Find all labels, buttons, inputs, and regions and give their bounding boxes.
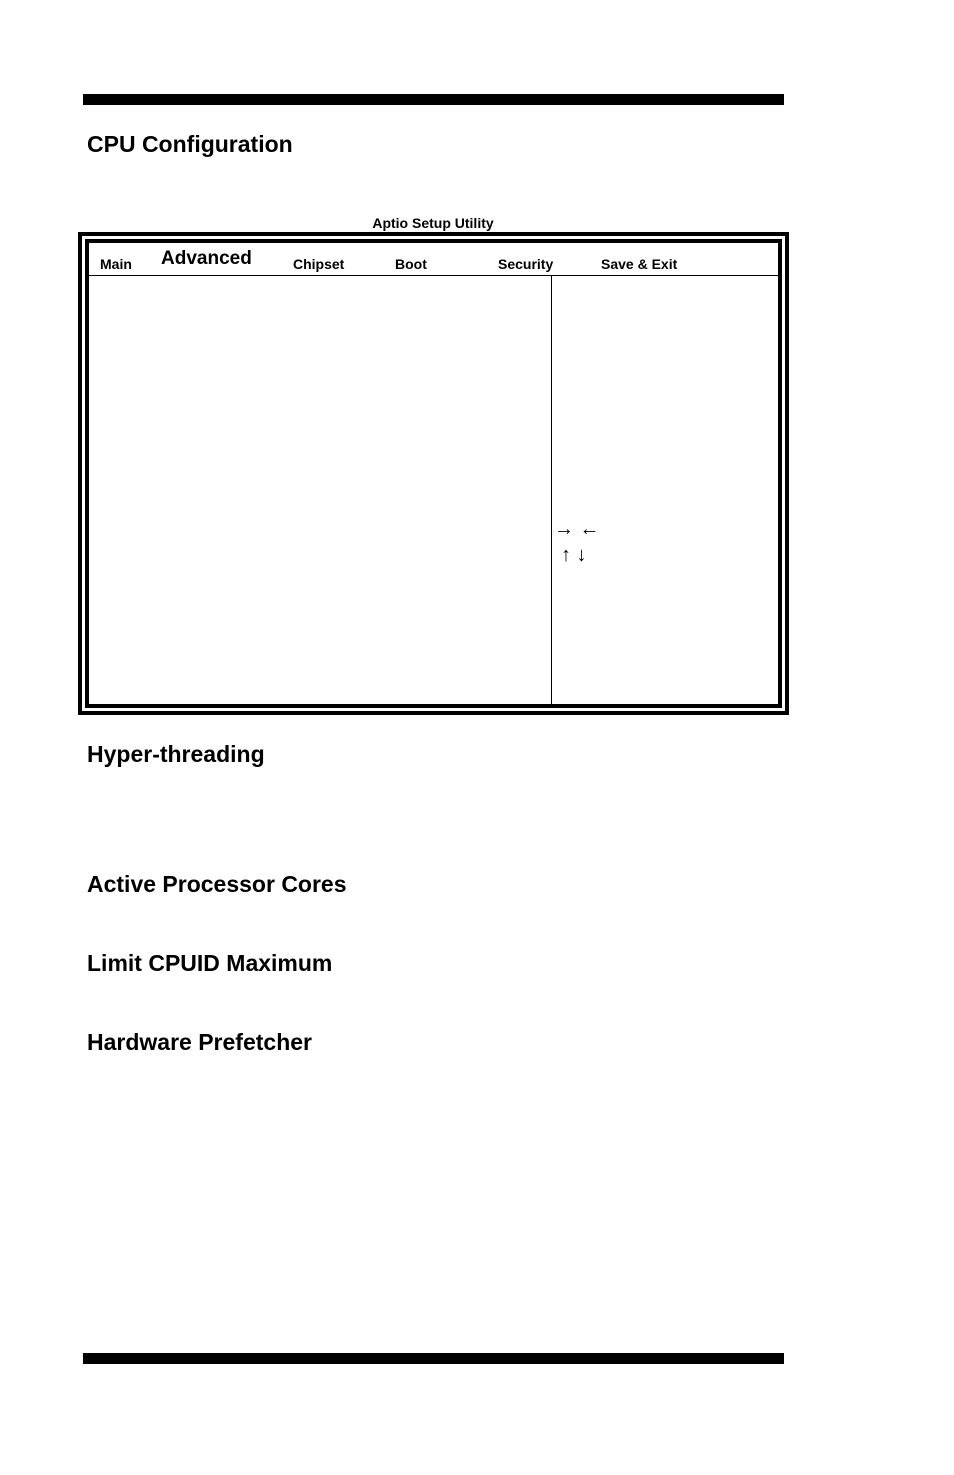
bottom-rule xyxy=(83,1353,784,1364)
tab-chipset[interactable]: Chipset xyxy=(293,256,345,272)
top-rule xyxy=(83,94,784,105)
tab-boot[interactable]: Boot xyxy=(395,256,427,272)
help-panel-divider xyxy=(551,276,552,704)
bios-caption: Aptio Setup Utility xyxy=(372,215,494,231)
tab-main[interactable]: Main xyxy=(100,256,132,272)
bios-menubar xyxy=(89,243,778,276)
section-hyper-threading: Hyper-threading xyxy=(87,741,265,767)
bios-inner-frame xyxy=(85,239,782,708)
section-active-processor-cores: Active Processor Cores xyxy=(87,871,347,897)
tab-security[interactable]: Security xyxy=(498,256,554,272)
bios-screen xyxy=(78,232,789,715)
tab-save-exit[interactable]: Save & Exit xyxy=(601,256,678,272)
up-down-arrows-icon: ↑ ↓ xyxy=(561,544,587,566)
section-hardware-prefetcher: Hardware Prefetcher xyxy=(87,1029,312,1055)
page-title: CPU Configuration xyxy=(87,131,293,157)
tab-advanced[interactable]: Advanced xyxy=(161,248,252,269)
section-limit-cpuid-maximum: Limit CPUID Maximum xyxy=(87,950,333,976)
left-right-arrows-icon: → ← xyxy=(554,518,600,540)
